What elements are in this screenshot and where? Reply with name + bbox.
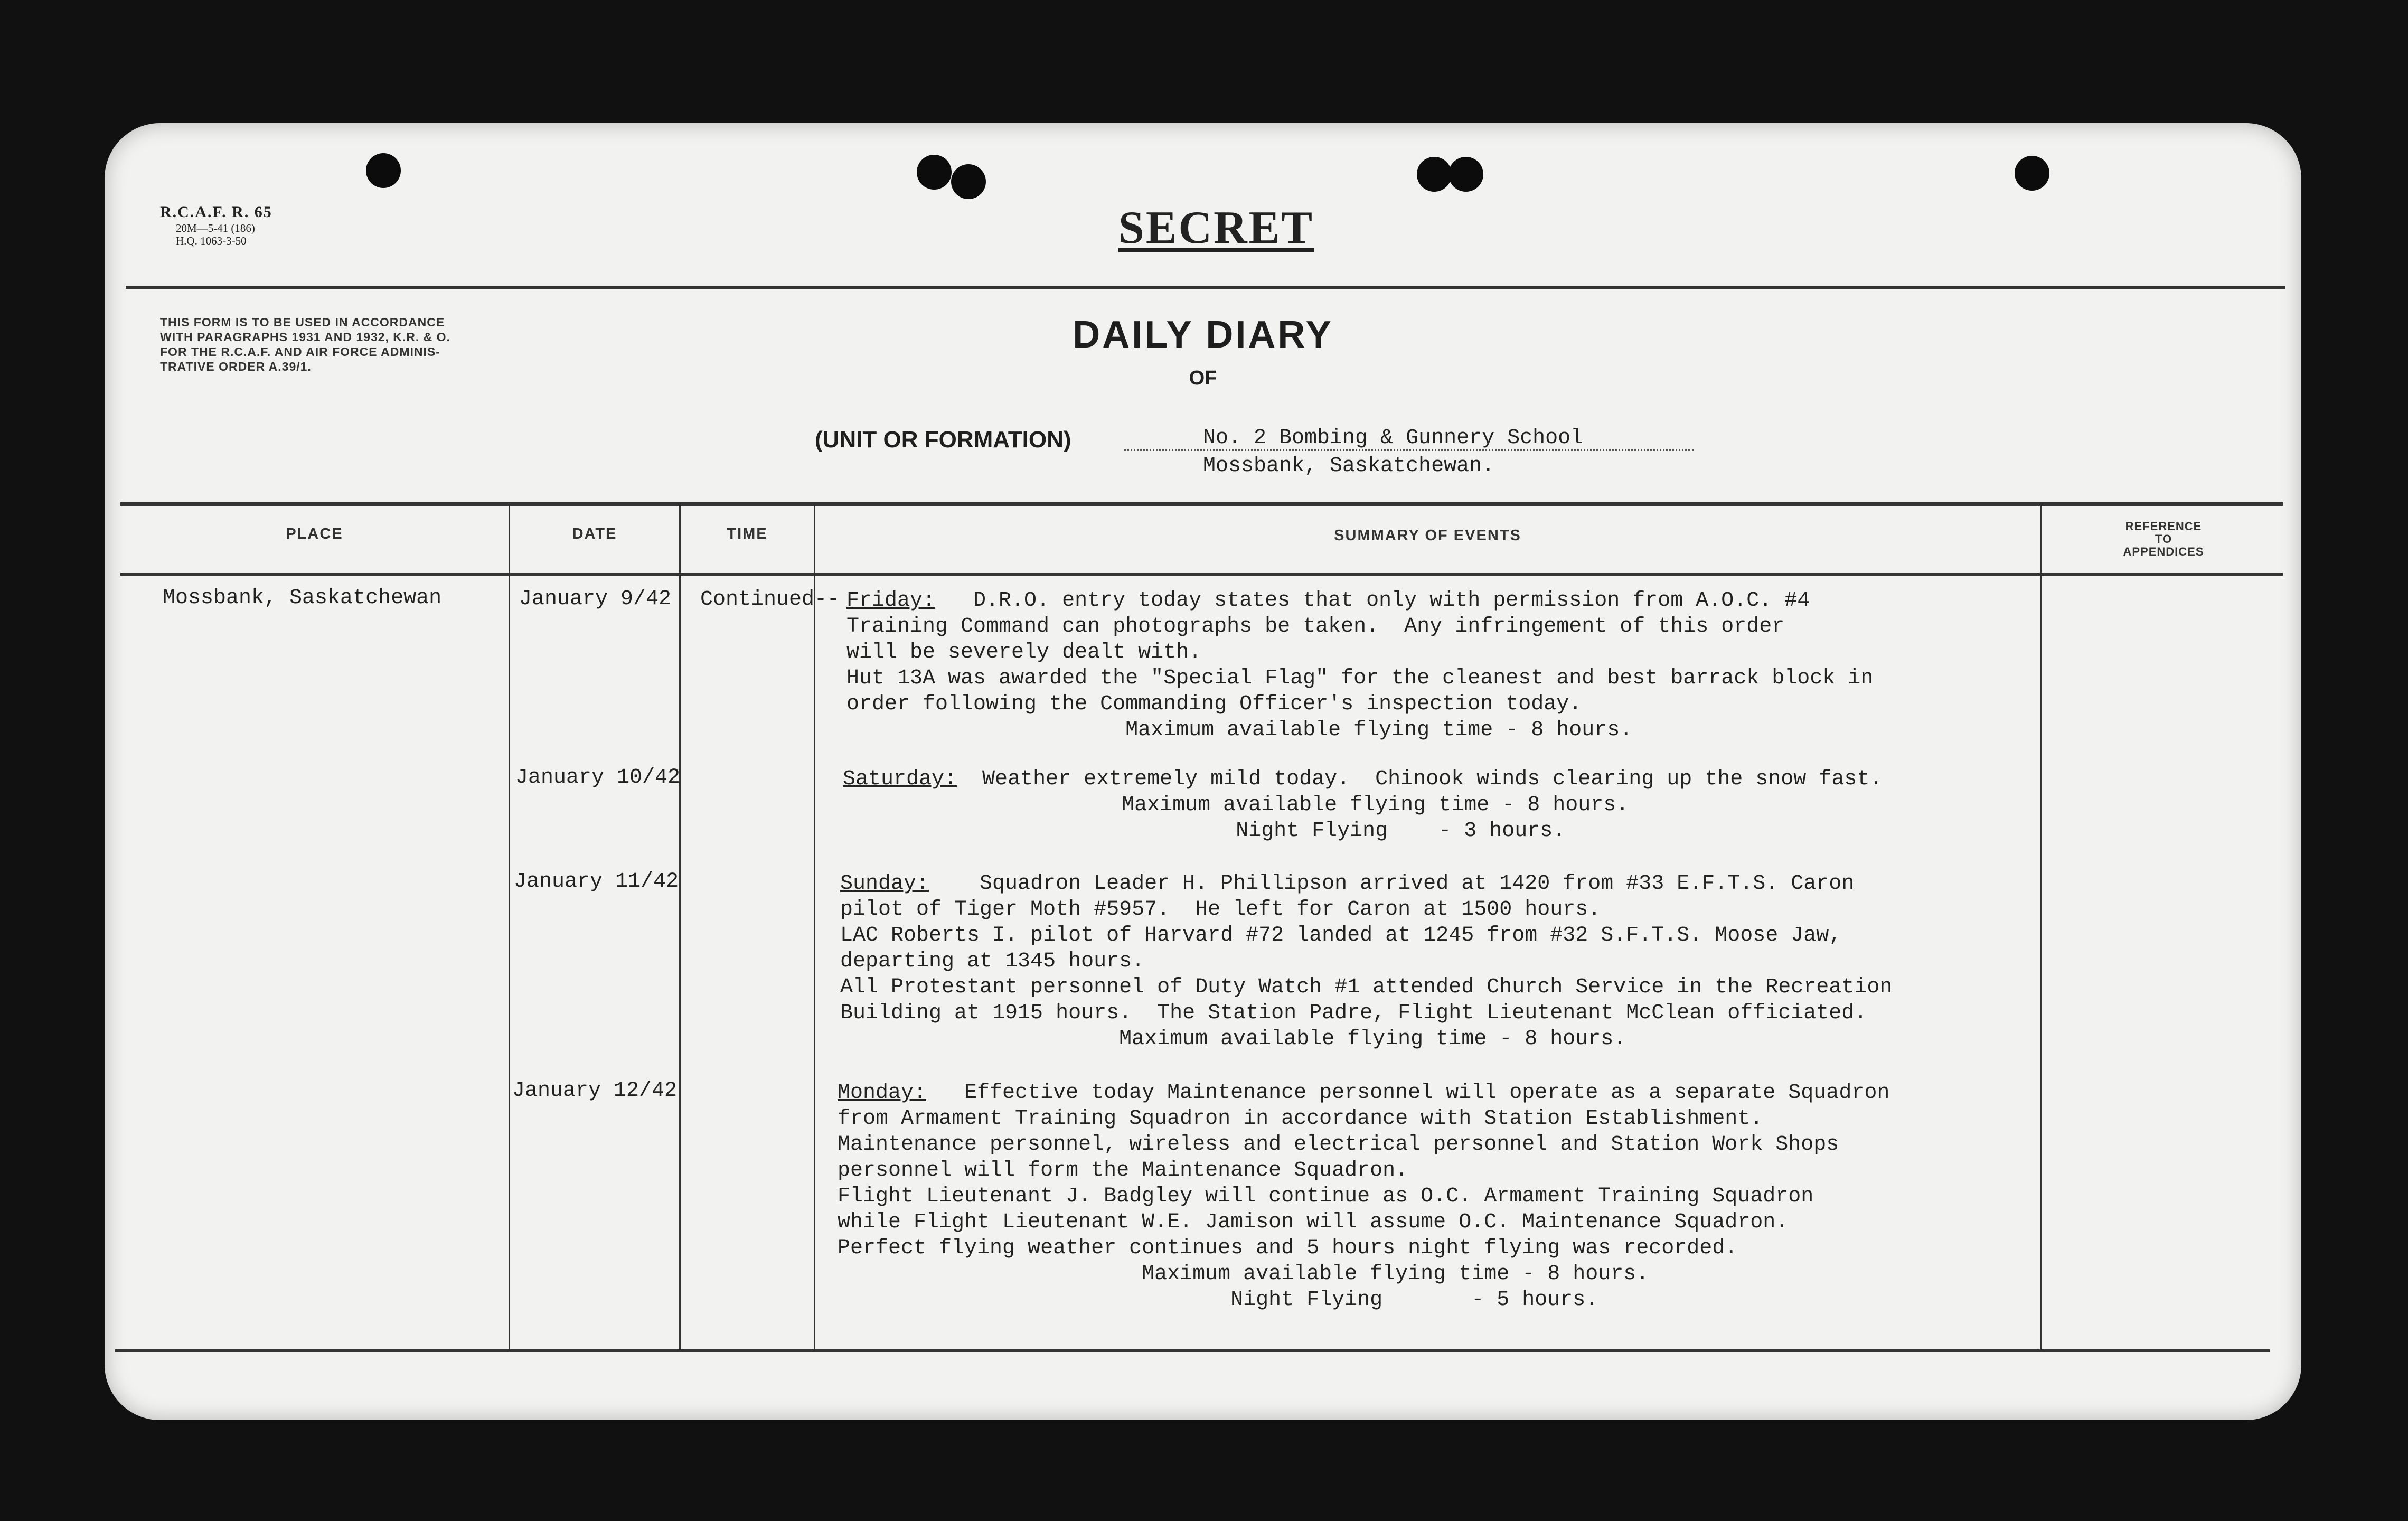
usage-notice: [160, 315, 561, 374]
unit-label: (UNIT OR FORMATION): [815, 427, 1071, 453]
entry-line: Maintenance personnel, wireless and electrical personnel and Station Work Shops: [838, 1133, 1839, 1157]
reference-header-line: TO: [2155, 532, 2172, 546]
reference-header-line: REFERENCE: [2125, 520, 2202, 533]
punch-hole: [1417, 157, 1452, 192]
header-divider: [126, 286, 2285, 289]
entry-line: Night Flying - 5 hours.: [838, 1288, 1598, 1312]
notice-line: WITH PARAGRAPHS 1931 AND 1932, K.R. & O.: [160, 330, 450, 344]
entry-date: January 10/42: [515, 766, 681, 790]
notice-line: FOR THE R.C.A.F. AND AIR FORCE ADMINIS-: [160, 345, 440, 359]
table-bottom-rule: [115, 1349, 2270, 1352]
column-divider: [814, 504, 815, 1349]
entry-line: Perfect flying weather continues and 5 hours night flying was recorded.: [838, 1236, 1738, 1260]
entry-line: Maximum available flying time - 8 hours.: [838, 1262, 1649, 1286]
entry-line: while Flight Lieutenant W.E. Jamison will assume O.C. Maintenance Squadron.: [838, 1210, 1789, 1234]
column-header-reference: [2042, 520, 2285, 559]
punch-hole: [917, 155, 952, 190]
reference-header-line: APPENDICES: [2123, 545, 2204, 559]
entry-line: Building at 1915 hours. The Station Padre, Flight Lieutenant McClean officiated.: [840, 1001, 1867, 1025]
punch-hole: [366, 153, 401, 188]
entry-date: January 12/42: [512, 1079, 678, 1103]
entry-line: Effective today Maintenance personnel will operate as a separate Squadron: [926, 1081, 1890, 1105]
entry-summary: [846, 588, 1873, 743]
entry-line: Maximum available flying time - 8 hours.: [846, 718, 1633, 742]
time-value: Continued--: [700, 588, 840, 612]
entry-line: Maximum available flying time - 8 hours.: [843, 793, 1629, 817]
column-header-place: PLACE: [286, 525, 343, 542]
entry-line: Hut 13A was awarded the "Special Flag" for the cleanest and best barrack block in: [846, 666, 1874, 690]
entry-summary: [840, 871, 1892, 1052]
entry-line: from Armament Training Squadron in accordance with Station Establishment.: [838, 1107, 1763, 1131]
unit-location: Mossbank, Saskatchewan.: [1203, 454, 1495, 478]
entry-line: Training Command can photographs be taken. Any infringement of this order: [846, 615, 1785, 639]
entry-day: Sunday:: [840, 872, 929, 896]
column-header-date: DATE: [572, 525, 617, 542]
entry-summary: [843, 766, 1882, 844]
entry-line: order following the Commanding Officer's inspection today.: [846, 692, 1582, 716]
entry-line: Night Flying - 3 hours.: [843, 819, 1566, 843]
entry-line: Maximum available flying time - 8 hours.: [840, 1027, 1626, 1051]
column-divider: [509, 504, 510, 1349]
table-top-rule: [120, 502, 2283, 506]
entry-line: D.R.O. entry today states that only with permission from A.O.C. #4: [935, 589, 1810, 613]
entry-line: will be severely dealt with.: [846, 641, 1202, 664]
notice-line: TRATIVE ORDER A.39/1.: [160, 360, 312, 374]
entry-line: Flight Lieutenant J. Badgley will continue as O.C. Armament Training Squadron: [838, 1185, 1814, 1208]
entry-line: Squadron Leader H. Phillipson arrived at 1420 from #33 E.F.T.S. Caron: [929, 872, 1855, 896]
entry-day: Friday:: [846, 589, 936, 613]
entry-day: Monday:: [838, 1081, 927, 1105]
diary-form-card: [105, 123, 2301, 1420]
punch-hole: [1448, 157, 1483, 192]
entry-date: January 9/42: [519, 587, 672, 611]
form-code-line: H.Q. 1063-3-50: [176, 234, 247, 247]
column-divider: [2040, 504, 2042, 1349]
entry-line: departing at 1345 hours.: [840, 950, 1145, 973]
classification-stamp: SECRET: [1118, 202, 1314, 253]
entry-line: LAC Roberts I. pilot of Harvard #72 landed at 1245 from #32 S.F.T.S. Moose Jaw,: [840, 924, 1842, 947]
form-code-line: R.C.A.F. R. 65: [160, 203, 272, 221]
entry-line: pilot of Tiger Moth #5957. He left for Caron at 1500 hours.: [840, 898, 1601, 922]
entry-line: Weather extremely mild today. Chinook winds clearing up the snow fast.: [957, 767, 1883, 791]
form-title-of: OF: [1189, 367, 1217, 389]
entry-date: January 11/42: [514, 870, 679, 894]
form-code: [160, 203, 272, 247]
column-divider: [679, 504, 681, 1349]
entry-day: Saturday:: [843, 767, 957, 791]
entry-line: personnel will form the Maintenance Squadron.: [838, 1159, 1408, 1182]
column-header-time: TIME: [727, 525, 768, 542]
entry-summary: [838, 1080, 1889, 1313]
unit-value: [1203, 424, 1583, 480]
form-code-line: 20M—5-41 (186): [176, 221, 255, 234]
punch-hole: [2015, 156, 2049, 191]
place-value: Mossbank, Saskatchewan: [163, 586, 442, 610]
form-title: DAILY DIARY: [1073, 314, 1333, 356]
punch-hole: [951, 164, 986, 199]
table-header-rule: [120, 573, 2283, 576]
entry-line: All Protestant personnel of Duty Watch #1 attended Church Service in the Recreation: [840, 975, 1893, 999]
unit-name: No. 2 Bombing & Gunnery School: [1203, 426, 1584, 450]
column-header-summary: SUMMARY OF EVENTS: [1334, 527, 1521, 544]
notice-line: THIS FORM IS TO BE USED IN ACCORDANCE: [160, 315, 445, 329]
